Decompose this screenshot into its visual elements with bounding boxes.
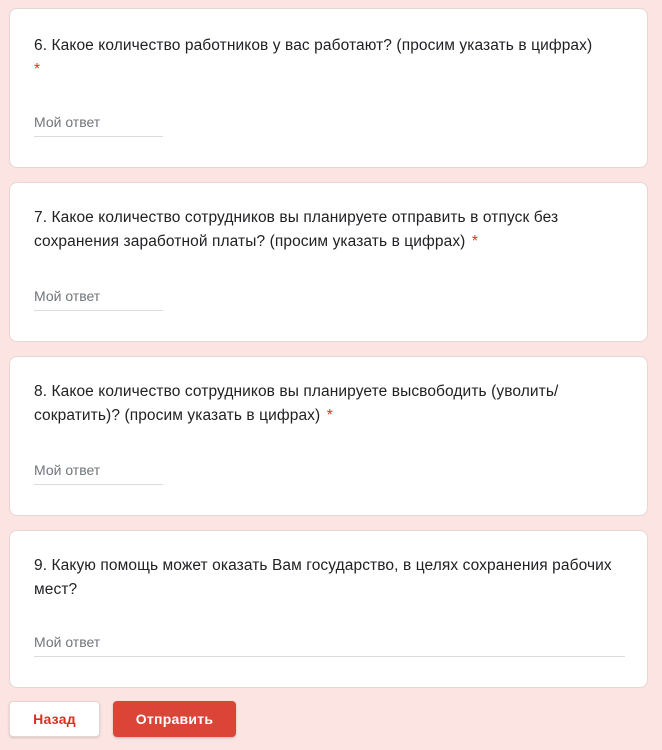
question-card-7 [9, 182, 648, 342]
question-card-6 [9, 8, 648, 168]
question-title [34, 34, 623, 82]
answer-input[interactable] [34, 114, 163, 137]
question-text: 7. Какое количество сотрудников вы планируете отправить в отпуск без сохранения заработной платы? (просим указать в цифрах) [34, 209, 559, 250]
required-asterisk: * [471, 233, 479, 250]
answer-input[interactable] [34, 634, 625, 657]
question-text: 9. Какую помощь может оказать Вам государство, в целях сохранения рабочих мест? [34, 557, 612, 598]
question-text: 8. Какое количество сотрудников вы планируете высвободить (уволить/сократить)? (просим указать в цифрах) [34, 383, 559, 424]
answer-input[interactable] [34, 288, 163, 311]
question-title [34, 206, 623, 254]
required-asterisk: * [34, 61, 41, 78]
required-asterisk: * [326, 407, 333, 424]
back-button[interactable]: Назад [9, 701, 100, 737]
question-card-9 [9, 530, 648, 688]
submit-button[interactable]: Отправить [113, 701, 236, 737]
question-text: 6. Какое количество работников у вас работают? (просим указать в цифрах) [34, 37, 593, 54]
question-card-8 [9, 356, 648, 516]
question-title [34, 380, 623, 428]
answer-input[interactable] [34, 462, 163, 485]
question-title [34, 554, 623, 602]
